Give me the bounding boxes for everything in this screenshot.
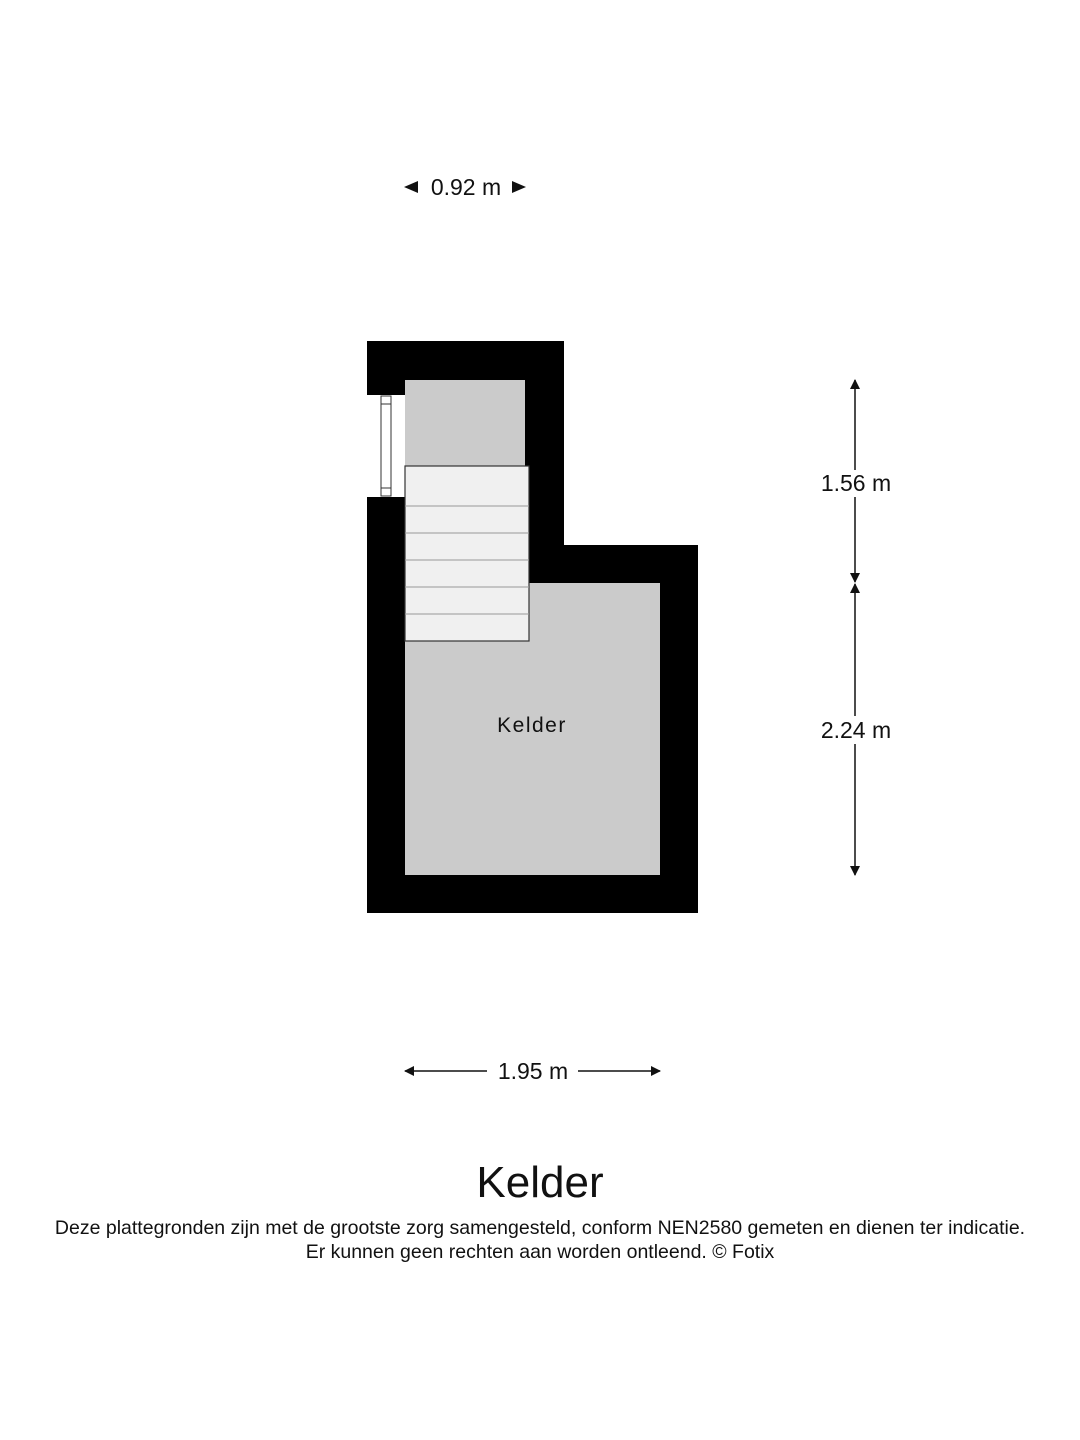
top-width-dimension [404, 174, 526, 200]
lower-height-label: 2.24 m [820, 717, 892, 743]
room-label: Kelder [497, 714, 567, 737]
disclaimer-line-2: Er kunnen geen rechten aan worden ontleend. © Fotix [305, 1241, 775, 1263]
lower-height-dimension [821, 584, 891, 875]
bottom-width-label: 1.95 m [497, 1058, 569, 1084]
disclaimer-line-1: Deze plattegronden zijn met de grootste zorg samengesteld, conform NEN2580 gemeten en dienen ter indicatie. [54, 1217, 1026, 1239]
floor-title: Kelder [476, 1158, 604, 1207]
arrow-left-icon [404, 181, 418, 193]
window-opening [379, 395, 405, 497]
bottom-width-dimension [405, 1058, 660, 1084]
upper-height-dimension [821, 380, 891, 582]
staircase [405, 466, 529, 641]
top-width-label: 0.92 m [430, 174, 502, 200]
upper-height-label: 1.56 m [820, 470, 892, 496]
arrow-right-icon [512, 181, 526, 193]
upper-floor-area [405, 380, 525, 470]
